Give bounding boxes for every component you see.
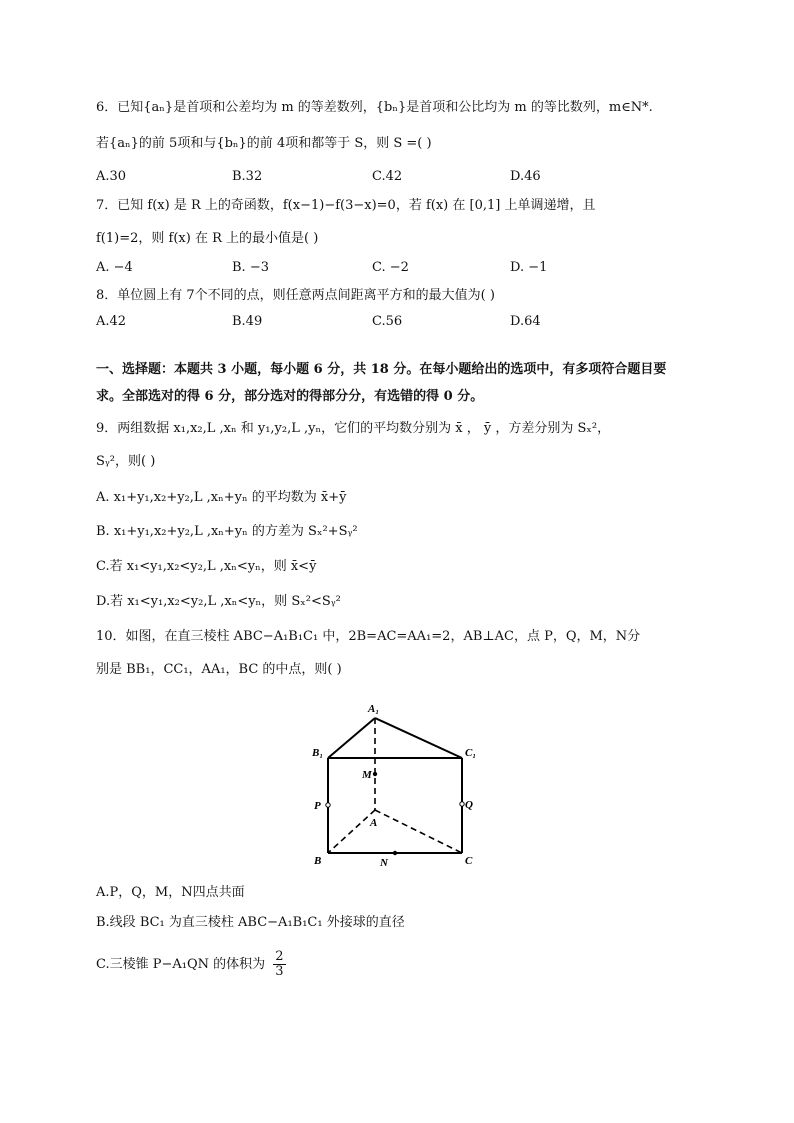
label-c: C [465, 855, 473, 867]
q9-line-2: Sᵧ²，则( ) [96, 454, 156, 469]
q8-line-1: 8．单位圆上有 7个不同的点，则任意两点间距离平方和的最大值为( ) [96, 288, 495, 303]
q10-option-b: B.线段 BC₁ 为直三棱柱 ABC−A₁B₁C₁ 外接球的直径 [96, 915, 405, 930]
q9-option-c: C.若 x₁<y₁,x₂<y₂,L ,xₙ<yₙ，则 x̄<ȳ [96, 559, 317, 574]
q9-line-1: 9．两组数据 x₁,x₂,L ,xₙ 和 y₁,y₂,L ,yₙ，它们的平均数分别为 x̄ ， ȳ ，方差分别为 Sₓ²， [96, 421, 611, 436]
label-q: Q [465, 799, 473, 811]
label-b: B [314, 855, 322, 867]
edge-a1-b1 [328, 718, 375, 758]
q8-option-c: C.56 [372, 314, 403, 329]
point-p [326, 803, 330, 807]
q8-option-a: A.42 [96, 314, 127, 329]
section-header-line-1: 一、选择题：本题共 3 小题，每小题 6 分，共 18 分。在每小题给出的选项中，有多项符合题目要 [96, 362, 667, 377]
label-p: P [314, 800, 321, 812]
q9-option-a: A. x₁+y₁,x₂+y₂,L ,xₙ+yₙ 的平均数为 x̄+ȳ [96, 490, 347, 505]
label-m: M [362, 769, 372, 781]
q6-option-d: D.46 [510, 169, 541, 184]
q6-option-c: C.42 [372, 169, 403, 184]
q10-option-a: A.P，Q，M，N四点共面 [96, 885, 245, 900]
edge-a1-c1 [375, 718, 462, 758]
point-m [373, 772, 377, 776]
edge-a-c [375, 810, 462, 853]
fraction [273, 950, 285, 979]
fraction-numerator: 2 [275, 949, 284, 964]
q9-option-b: B. x₁+y₁,x₂+y₂,L ,xₙ+yₙ 的方差为 Sₓ²+Sᵧ² [96, 524, 358, 539]
point-q [460, 802, 464, 806]
label-n: N [380, 857, 388, 868]
point-n [393, 851, 397, 855]
q6-line-2: 若{aₙ}的前 5项和与{bₙ}的前 4项和都等于 S，则 S =( ) [96, 136, 432, 151]
q10-line-1: 10．如图，在直三棱柱 ABC−A₁B₁C₁ 中，2B=AC=AA₁=2，AB⊥AC，点 P，Q，M，N分 [96, 629, 641, 644]
label-a: A [370, 817, 378, 829]
fraction-denominator: 3 [275, 964, 284, 979]
q7-option-a: A. −4 [96, 260, 133, 275]
q8-option-b: B.49 [232, 314, 263, 329]
section-header-line-2: 求。全部选对的得 6 分，部分选对的得部分分，有选错的得 0 分。 [96, 389, 484, 404]
edge-a-b [328, 810, 378, 853]
q7-line-2: f(1)=2，则 f(x) 在 R 上的最小值是( ) [96, 231, 319, 246]
q7-option-c: C. −2 [372, 260, 409, 275]
q6-option-b: B.32 [232, 169, 263, 184]
q7-line-1: 7．已知 f(x) 是 R 上的奇函数，f(x−1)−f(3−x)=0，若 f(x) 在 [0,1] 上单调递增，且 [96, 198, 596, 213]
q6-option-a: A.30 [96, 169, 127, 184]
label-a1: A₁ [368, 703, 380, 715]
label-b1: B₁ [312, 747, 324, 759]
q8-option-d: D.64 [510, 314, 541, 329]
q10-line-2: 别是 BB₁，CC₁，AA₁，BC 的中点，则( ) [96, 662, 342, 677]
q7-option-d: D. −1 [510, 260, 548, 275]
q6-line-1: 6．已知{aₙ}是首项和公差均为 m 的等差数列，{bₙ}是首项和公比均为 m 的等比数列，m∈N*. [96, 100, 653, 115]
prism-figure [300, 688, 500, 868]
q7-option-b: B. −3 [232, 260, 269, 275]
q10-option-c [96, 950, 286, 979]
q10-option-c-text: C.三棱锥 P−A₁QN 的体积为 [96, 957, 266, 972]
q9-option-d: D.若 x₁<y₁,x₂<y₂,L ,xₙ<yₙ，则 Sₓ²<Sᵧ² [96, 594, 341, 609]
label-c1: C₁ [465, 747, 477, 759]
